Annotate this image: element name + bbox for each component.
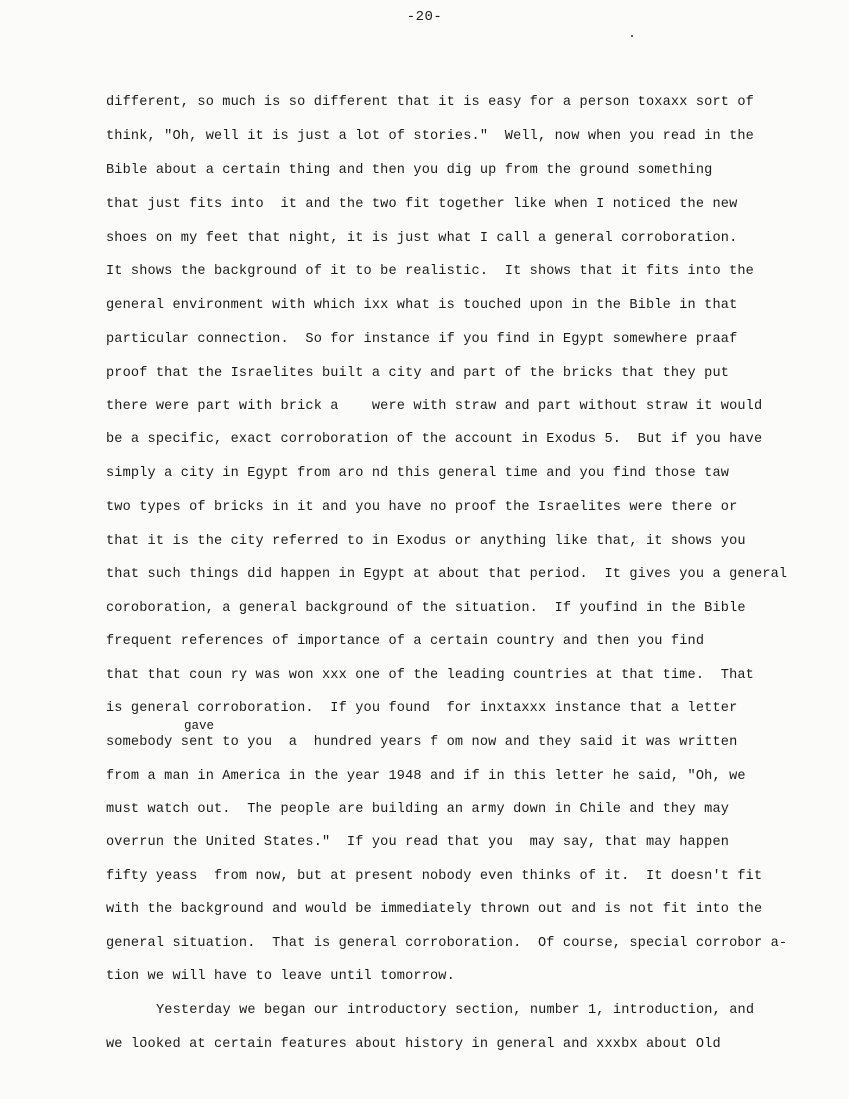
text-line: proof that the Israelites built a city and part of the bricks that they put: [106, 366, 730, 381]
text-line: Bible about a certain thing and then you dig up from the ground something: [106, 163, 713, 178]
text-line: somebody sent to you a hundred years f om now and they said it was written: [106, 735, 738, 750]
text-line: fifty yeass from now, but at present nobody even thinks of it. It doesn't fit: [106, 869, 763, 884]
text-line: simply a city in Egypt from aro nd this general time and you find those taw: [106, 466, 730, 481]
text-line: that it is the city referred to in Exodus or anything like that, it shows you: [106, 534, 746, 549]
text-line: from a man in America in the year 1948 and if in this letter he said, "Oh, we: [106, 769, 746, 784]
text-line: is general corroboration. If you found for inxtaxxx instance that a letter: [106, 701, 738, 716]
text-line: with the background and would be immediately thrown out and is not fit into the: [106, 902, 763, 917]
text-line: tion we will have to leave until tomorrow.: [106, 969, 455, 984]
text-line: be a specific, exact corroboration of the account in Exodus 5. But if you have: [106, 432, 763, 447]
page-number: -20-: [406, 9, 443, 25]
text-line: must watch out. The people are building an army down in Chile and they may: [106, 802, 730, 817]
text-line: general environment with which ixx what is touched upon in the Bible in that: [106, 298, 738, 313]
text-line: general situation. That is general corroboration. Of course, special corrobor a-: [106, 936, 788, 951]
ink-speck: [631, 35, 633, 37]
text-line: that that coun ry was won xxx one of the leading countries at that time. That: [106, 668, 754, 683]
text-line: frequent references of importance of a certain country and then you find: [106, 634, 705, 649]
text-line: think, "Oh, well it is just a lot of stories." Well, now when you read in the: [106, 129, 754, 144]
text-line: coroboration, a general background of the situation. If youfind in the Bible: [106, 601, 746, 616]
text-line: that such things did happen in Egypt at about that period. It gives you a general: [106, 567, 788, 582]
text-line: two types of bricks in it and you have no proof the Israelites were there or: [106, 500, 738, 515]
text-line: overrun the United States." If you read that you may say, that may happen: [106, 835, 730, 850]
handwritten-correction: gave: [184, 719, 215, 733]
text-line: we looked at certain features about history in general and xxxbx about Old: [106, 1037, 721, 1052]
text-line: It shows the background of it to be realistic. It shows that it fits into the: [106, 264, 754, 279]
text-line: particular connection. So for instance if you find in Egypt somewhere praaf: [106, 332, 738, 347]
text-line: different, so much is so different that it is easy for a person toxaxx sort of: [106, 95, 754, 110]
text-line: Yesterday we began our introductory section, number 1, introduction, and: [156, 1003, 755, 1018]
text-line: there were part with brick a were with straw and part without straw it would: [106, 399, 763, 414]
text-line: shoes on my feet that night, it is just what I call a general corroboration.: [106, 231, 738, 246]
text-line: that just fits into it and the two fit together like when I noticed the new: [106, 197, 738, 212]
